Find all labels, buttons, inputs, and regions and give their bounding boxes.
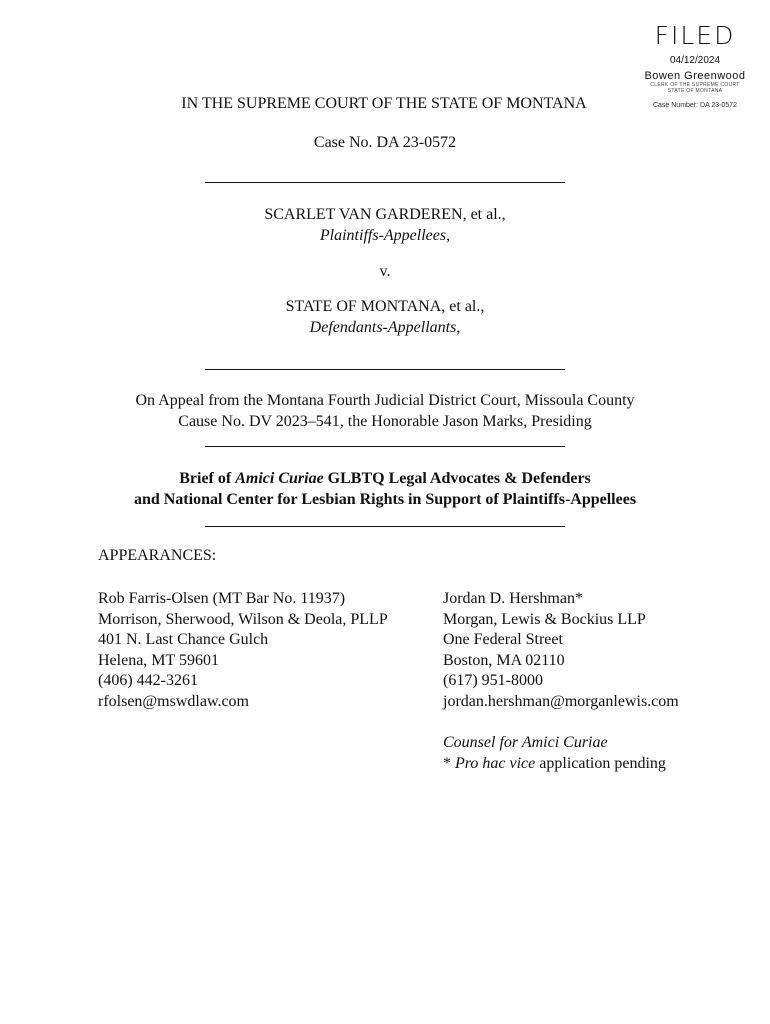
stamp-office-line2: STATE OF MONTANA [667, 88, 723, 94]
plaintiff-role-suffix: , [446, 227, 451, 244]
case-number: Case No. DA 23-0572 [313, 134, 457, 151]
counsel-right-address1: One Federal Street [443, 631, 563, 649]
counsel-left-address2: Helena, MT 59601 [98, 651, 220, 669]
plaintiff-role: Plaintiffs-Appellees [319, 227, 447, 244]
counsel-left-email: rfolsen@mswdlaw.com [98, 692, 249, 710]
counsel-right-email: jordan.hershman@morganlewis.com [443, 692, 679, 710]
divider [205, 182, 565, 183]
counsel-left-name: Rob Farris-Olsen (MT Bar No. 11937) [98, 590, 346, 607]
brief-title-line-1 [0, 469, 770, 489]
stamp-clerk-signature: Bowen Greenwood [644, 70, 746, 82]
counsel-left-firm: Morrison, Sherwood, Wilson & Deola, PLLP [98, 610, 388, 628]
counsel-right-firm: Morgan, Lewis & Bockius LLP [443, 610, 646, 628]
divider [205, 369, 565, 370]
counsel-right-block [443, 589, 679, 774]
brief-title-prefix: Brief of [179, 470, 236, 487]
divider [205, 446, 565, 447]
divider [205, 526, 565, 527]
appeal-line-1: On Appeal from the Montana Fourth Judicial District Court, Missoula County [135, 392, 635, 409]
stamp-case-number: Case Number: DA 23-0572 [652, 102, 738, 109]
brief-title-suffix: GLBTQ Legal Advocates & Defenders [323, 470, 591, 487]
pro-hac-vice-note [443, 754, 679, 775]
note-suffix: application pending [535, 754, 666, 772]
defendant-role-suffix: , [456, 319, 461, 336]
plaintiff-name: SCARLET VAN GARDEREN, et al., [264, 206, 506, 223]
court-name: IN THE SUPREME COURT OF THE STATE OF MONTANA [181, 95, 587, 112]
appeal-line-2: Cause No. DV 2023–541, the Honorable Jason Marks, Presiding [178, 413, 592, 430]
brief-title-amici: Amici Curiae [235, 470, 324, 487]
counsel-designation: Counsel for Amici Curiae [443, 734, 608, 752]
stamp-office-line1: CLERK OF THE SUPREME COURT [650, 82, 740, 88]
brief-title-line-2: and National Center for Lesbian Rights in Support of Plaintiffs-Appellees [133, 491, 637, 508]
counsel-left-address1: 401 N. Last Chance Gulch [98, 631, 269, 649]
stamp-filed-label: FILED [654, 21, 736, 50]
counsel-left-phone: (406) 442-3261 [98, 672, 198, 690]
counsel-left-block [98, 589, 388, 713]
counsel-right-phone: (617) 951-8000 [443, 672, 543, 690]
appearances-heading: APPEARANCES: [98, 547, 217, 564]
note-star: * [443, 754, 455, 772]
versus: v. [379, 263, 391, 280]
stamp-date: 04/12/2024 [669, 55, 721, 66]
defendant-name: STATE OF MONTANA, et al., [285, 298, 485, 315]
defendant-role: Defendants-Appellants [309, 319, 457, 336]
defendant-role-line [0, 318, 770, 338]
note-pro-hac-vice: Pro hac vice [455, 754, 536, 772]
counsel-right-name: Jordan D. Hershman* [443, 590, 583, 607]
plaintiff-role-line [0, 226, 770, 246]
counsel-right-address2: Boston, MA 02110 [443, 651, 565, 669]
